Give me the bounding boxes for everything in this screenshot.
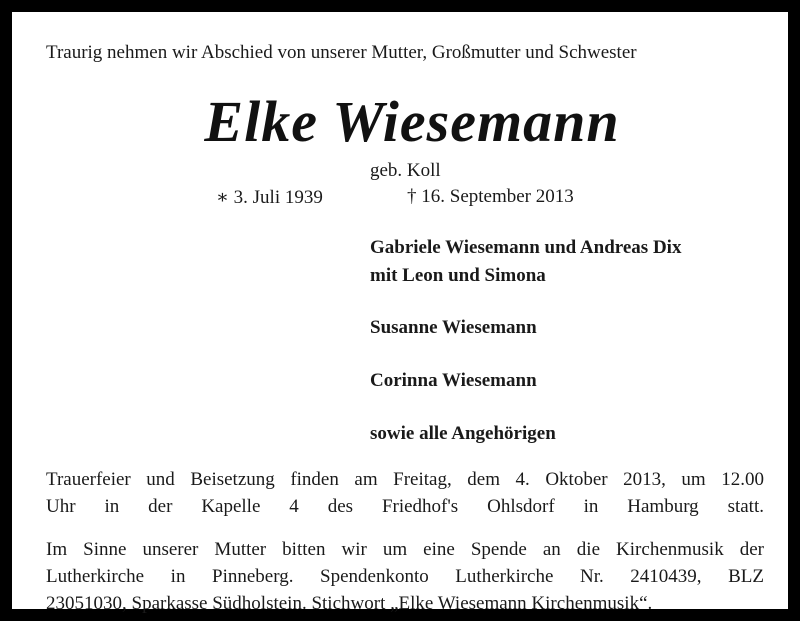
ceremony-line: Trauerfeier und Beisetzung finden am Freitag, dem 4. Oktober 2013, um 12.00	[46, 469, 764, 490]
death-date: † 16. September 2013	[407, 186, 574, 207]
family-line: Gabriele Wiesemann und Andreas Dix	[370, 237, 682, 258]
deceased-name: Elke Wiesemann	[204, 89, 620, 154]
family-line: mit Leon und Simona	[370, 265, 546, 286]
birth-date: ∗ 3. Juli 1939	[216, 187, 323, 208]
ceremony-line: Uhr in der Kapelle 4 des Friedhof's Ohlsdorf in Hamburg statt.	[46, 496, 764, 517]
donation-line: Im Sinne unserer Mutter bitten wir um eine Spende an die Kirchenmusik der	[46, 539, 764, 560]
donation-line: Lutherkirche in Pinneberg. Spendenkonto Lutherkirche Nr. 2410439, BLZ	[46, 566, 764, 587]
family-line: sowie alle Angehörigen	[370, 423, 556, 444]
intro-text: Traurig nehmen wir Abschied von unserer Mutter, Großmutter und Schwester	[46, 42, 637, 63]
family-line: Susanne Wiesemann	[370, 317, 537, 338]
family-line: Corinna Wiesemann	[370, 370, 537, 391]
birth-name: geb. Koll	[370, 160, 441, 181]
donation-line: 23051030, Sparkasse Südholstein. Stichwort „Elke Wiesemann Kirchenmusik“.	[46, 593, 653, 614]
